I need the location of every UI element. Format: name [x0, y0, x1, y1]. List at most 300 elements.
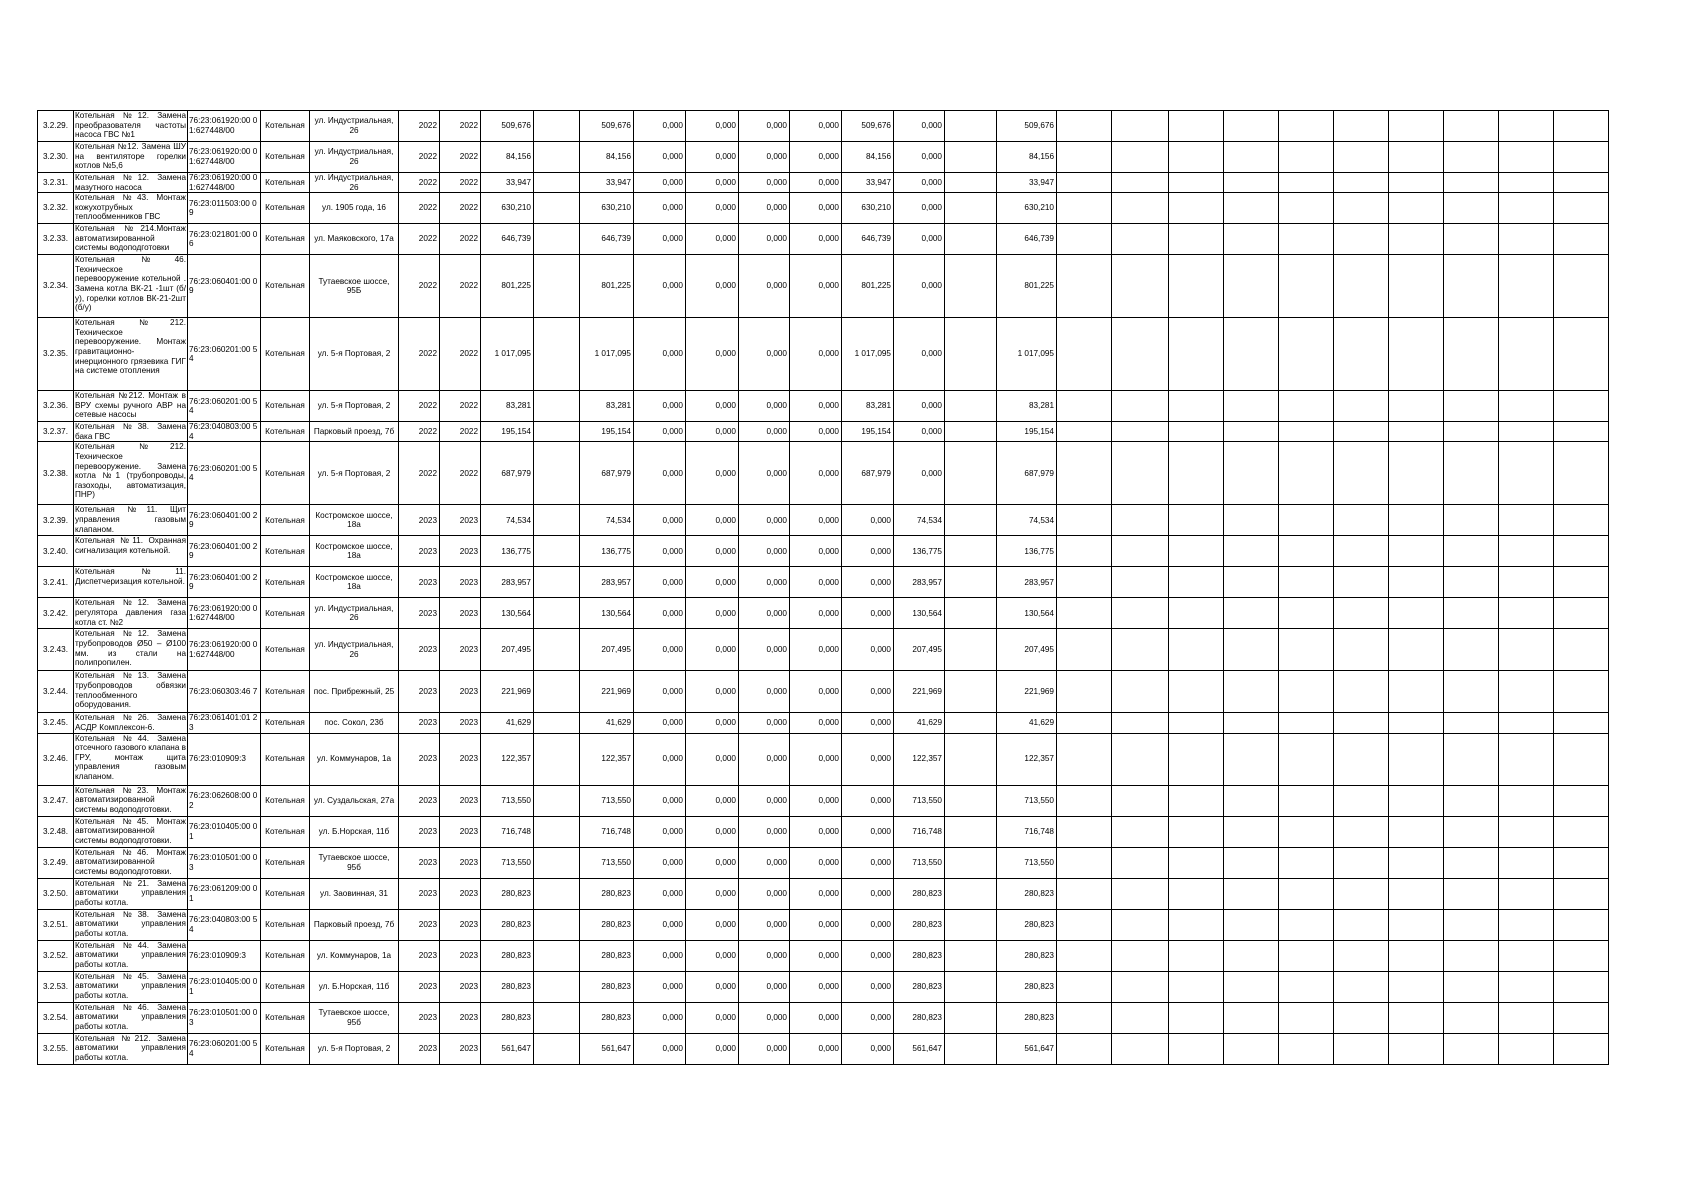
cadastral-number: 76:23:060401:00 29 [188, 536, 261, 567]
empty-cell [1444, 442, 1499, 505]
cost-column-10: 280,823 [997, 1002, 1057, 1033]
empty-cell [1112, 971, 1169, 1002]
cost-column-9 [945, 878, 997, 909]
empty-cell [1389, 391, 1444, 422]
empty-cell [1057, 629, 1112, 671]
cost-column-2: 221,969 [580, 671, 634, 713]
cost-column-10: 280,823 [997, 909, 1057, 940]
cost-column-2: 646,739 [580, 224, 634, 255]
cost-column-5: 0,000 [739, 422, 790, 442]
object-address: ул. 5-я Портовая, 2 [310, 318, 399, 391]
empty-cell [1169, 193, 1224, 224]
cost-column-1 [534, 142, 580, 173]
cost-column-3: 0,000 [634, 598, 686, 629]
cost-column-3: 0,000 [634, 909, 686, 940]
cost-column-9 [945, 224, 997, 255]
empty-cell [1499, 847, 1554, 878]
work-description: Котельная №21. Замена автоматики управления работы котла. [74, 878, 188, 909]
work-description: Котельная №38. Замена автоматики управления работы котла. [74, 909, 188, 940]
empty-cell [1112, 1033, 1169, 1064]
empty-cell [1279, 193, 1334, 224]
row-number: 3.2.37. [38, 422, 74, 442]
cost-column-1 [534, 671, 580, 713]
cost-column-1 [534, 111, 580, 142]
start-year: 2022 [399, 422, 440, 442]
row-number: 3.2.51. [38, 909, 74, 940]
cost-column-3: 0,000 [634, 1033, 686, 1064]
cost-column-5: 0,000 [739, 598, 790, 629]
cost-column-1 [534, 971, 580, 1002]
row-number: 3.2.35. [38, 318, 74, 391]
cost-column-1 [534, 598, 580, 629]
object-type: Котельная [261, 536, 310, 567]
empty-cell [1444, 1033, 1499, 1064]
empty-cell [1334, 505, 1389, 536]
cost-column-5: 0,000 [739, 629, 790, 671]
cost-column-3: 0,000 [634, 713, 686, 733]
cost-column-3: 0,000 [634, 422, 686, 442]
empty-cell [1334, 318, 1389, 391]
cost-column-5: 0,000 [739, 816, 790, 847]
table-row [38, 255, 1609, 318]
start-year: 2023 [399, 847, 440, 878]
cost-column-2: 280,823 [580, 909, 634, 940]
empty-cell [1112, 847, 1169, 878]
end-year: 2022 [440, 391, 481, 422]
cost-column-7: 0,000 [842, 629, 894, 671]
cost-column-10: 716,748 [997, 816, 1057, 847]
empty-cell [1334, 111, 1389, 142]
work-description: Котельная №46. Техническое перевооружение котельной . Замена котла ВК-21 -1шт (б/у), горелки котлов ВК-21-2шт (б/у) [74, 255, 188, 318]
empty-cell [1389, 505, 1444, 536]
object-type: Котельная [261, 224, 310, 255]
cost-column-10: 687,979 [997, 442, 1057, 505]
empty-cell [1169, 940, 1224, 971]
work-description: Котельная №12. Замена мазутного насоса [75, 173, 186, 192]
cost-column-7: 83,281 [842, 391, 894, 422]
empty-cell [1444, 733, 1499, 785]
object-address: Костромское шоссе, 18а [310, 567, 399, 598]
cadastral-number: 76:23:010405:00 01 [188, 816, 261, 847]
cost-column-9 [945, 671, 997, 713]
empty-cell [1057, 193, 1112, 224]
cost-column-2: 83,281 [580, 391, 634, 422]
empty-cell [1057, 173, 1112, 193]
table-row [38, 536, 1609, 567]
cost-column-8: 0,000 [894, 224, 945, 255]
total-cost: 561,647 [481, 1033, 534, 1064]
empty-cell [1112, 111, 1169, 142]
empty-cell [1169, 536, 1224, 567]
cost-column-9 [945, 442, 997, 505]
cost-column-9 [945, 733, 997, 785]
total-cost: 74,534 [481, 505, 534, 536]
cost-column-1 [534, 391, 580, 422]
work-description: Котельная №38. Замена бака ГВС [75, 422, 186, 441]
cost-column-10: 221,969 [997, 671, 1057, 713]
total-cost: 280,823 [481, 940, 534, 971]
cost-column-6: 0,000 [790, 909, 842, 940]
cost-column-5: 0,000 [739, 505, 790, 536]
empty-cell [1554, 422, 1609, 442]
cost-column-6: 0,000 [790, 1002, 842, 1033]
cost-column-3: 0,000 [634, 785, 686, 816]
cost-column-5: 0,000 [739, 442, 790, 505]
empty-cell [1279, 847, 1334, 878]
empty-cell [1334, 142, 1389, 173]
row-number: 3.2.29. [38, 111, 74, 142]
row-number: 3.2.43. [38, 629, 74, 671]
object-address: Парковый проезд, 7б [310, 422, 399, 442]
empty-cell [1444, 318, 1499, 391]
cost-column-8: 0,000 [894, 391, 945, 422]
cost-column-1 [534, 1033, 580, 1064]
cadastral-number: 76:23:010909:3 [188, 733, 261, 785]
cost-column-5: 0,000 [739, 173, 790, 193]
empty-cell [1224, 142, 1279, 173]
empty-cell [1389, 1002, 1444, 1033]
table-row [38, 909, 1609, 940]
empty-cell [1279, 173, 1334, 193]
cost-column-7: 0,000 [842, 505, 894, 536]
cost-column-6: 0,000 [790, 671, 842, 713]
empty-cell [1444, 878, 1499, 909]
total-cost: 195,154 [481, 422, 534, 442]
cost-column-10: 195,154 [997, 422, 1057, 442]
cost-column-8: 74,534 [894, 505, 945, 536]
cost-column-3: 0,000 [634, 142, 686, 173]
cost-column-7: 84,156 [842, 142, 894, 173]
cost-column-9 [945, 567, 997, 598]
table-row [38, 173, 1609, 193]
cost-column-10: 33,947 [997, 173, 1057, 193]
row-number: 3.2.33. [38, 224, 74, 255]
cost-column-3: 0,000 [634, 567, 686, 598]
object-type: Котельная [261, 1033, 310, 1064]
end-year: 2023 [440, 629, 481, 671]
work-description: Котельная №45. Монтаж автоматизированной системы водоподготовки. [74, 816, 188, 847]
cost-column-7: 0,000 [842, 536, 894, 567]
total-cost: 713,550 [481, 847, 534, 878]
object-address: ул. Заовинная, 31 [310, 878, 399, 909]
total-cost: 687,979 [481, 442, 534, 505]
empty-cell [1169, 224, 1224, 255]
cost-column-8: 280,823 [894, 971, 945, 1002]
work-description: Котельная №44. Замена отсечного газового клапана в ГРУ, монтаж щита управления газовым клапаном. [74, 733, 188, 785]
cost-column-4: 0,000 [686, 1002, 739, 1033]
work-description: Котельная №214.Монтаж автоматизированной системы водоподготовки [74, 224, 188, 255]
empty-cell [1279, 391, 1334, 422]
cost-column-8: 207,495 [894, 629, 945, 671]
cost-column-1 [534, 255, 580, 318]
cost-column-5: 0,000 [739, 909, 790, 940]
object-type: Котельная [261, 422, 310, 442]
empty-cell [1112, 713, 1169, 733]
table-row [38, 224, 1609, 255]
end-year: 2022 [440, 255, 481, 318]
cadastral-number: 76:23:061401:01 23 [188, 713, 261, 733]
row-number: 3.2.42. [38, 598, 74, 629]
cost-column-5: 0,000 [739, 142, 790, 173]
empty-cell [1057, 318, 1112, 391]
cost-column-8: 713,550 [894, 785, 945, 816]
cost-column-6: 0,000 [790, 733, 842, 785]
table-row [38, 971, 1609, 1002]
empty-cell [1224, 193, 1279, 224]
end-year: 2023 [440, 785, 481, 816]
cost-column-2: 33,947 [580, 173, 634, 193]
empty-cell [1389, 442, 1444, 505]
cost-column-8: 221,969 [894, 671, 945, 713]
cost-column-8: 0,000 [894, 318, 945, 391]
row-number: 3.2.31. [38, 173, 74, 193]
object-address: ул. Б.Норская, 11б [310, 816, 399, 847]
empty-cell [1224, 671, 1279, 713]
cost-column-2: 713,550 [580, 785, 634, 816]
empty-cell [1444, 816, 1499, 847]
end-year: 2023 [440, 567, 481, 598]
table-row [38, 713, 1609, 733]
cadastral-number: 76:23:060401:00 09 [188, 255, 261, 318]
empty-cell [1057, 255, 1112, 318]
cost-column-2: 280,823 [580, 878, 634, 909]
cost-column-7: 0,000 [842, 971, 894, 1002]
start-year: 2023 [399, 598, 440, 629]
empty-cell [1224, 909, 1279, 940]
empty-cell [1169, 142, 1224, 173]
cost-column-1 [534, 785, 580, 816]
cost-column-7: 195,154 [842, 422, 894, 442]
end-year: 2023 [440, 733, 481, 785]
object-type: Котельная [261, 505, 310, 536]
cost-column-2: 207,495 [580, 629, 634, 671]
cost-column-2: 1 017,095 [580, 318, 634, 391]
empty-cell [1554, 816, 1609, 847]
work-description: Котельная №46. Монтаж автоматизированной системы водоподготовки. [74, 847, 188, 878]
cost-column-6: 0,000 [790, 224, 842, 255]
table-row [38, 1033, 1609, 1064]
cost-column-4: 0,000 [686, 422, 739, 442]
end-year: 2023 [440, 1002, 481, 1033]
empty-cell [1389, 1033, 1444, 1064]
start-year: 2022 [399, 318, 440, 391]
cadastral-number: 76:23:061920:00 01:627448/00 [188, 111, 261, 142]
cost-column-2: 84,156 [580, 142, 634, 173]
empty-cell [1554, 909, 1609, 940]
empty-cell [1334, 847, 1389, 878]
cost-column-6: 0,000 [790, 442, 842, 505]
cost-column-2: 561,647 [580, 1033, 634, 1064]
cost-column-4: 0,000 [686, 505, 739, 536]
row-number: 3.2.47. [38, 785, 74, 816]
cadastral-number: 76:23:040803:00 54 [188, 422, 261, 442]
empty-cell [1334, 1002, 1389, 1033]
empty-cell [1169, 878, 1224, 909]
empty-cell [1224, 1002, 1279, 1033]
cost-column-7: 1 017,095 [842, 318, 894, 391]
empty-cell [1334, 391, 1389, 422]
cost-column-7: 0,000 [842, 847, 894, 878]
empty-cell [1444, 713, 1499, 733]
start-year: 2022 [399, 224, 440, 255]
total-cost: 280,823 [481, 1002, 534, 1033]
cost-column-9 [945, 1002, 997, 1033]
cost-column-3: 0,000 [634, 847, 686, 878]
empty-cell [1112, 193, 1169, 224]
cost-column-3: 0,000 [634, 629, 686, 671]
object-address: ул. 5-я Портовая, 2 [310, 442, 399, 505]
empty-cell [1554, 442, 1609, 505]
empty-cell [1334, 671, 1389, 713]
cost-column-8: 0,000 [894, 173, 945, 193]
cost-column-2: 136,775 [580, 536, 634, 567]
cost-column-4: 0,000 [686, 224, 739, 255]
empty-cell [1169, 713, 1224, 733]
cost-column-7: 0,000 [842, 1033, 894, 1064]
empty-cell [1279, 1033, 1334, 1064]
empty-cell [1169, 318, 1224, 391]
cadastral-number: 76:23:010405:00 01 [188, 971, 261, 1002]
empty-cell [1169, 505, 1224, 536]
empty-cell [1224, 567, 1279, 598]
empty-cell [1499, 971, 1554, 1002]
empty-cell [1554, 878, 1609, 909]
empty-cell [1224, 173, 1279, 193]
cost-column-4: 0,000 [686, 173, 739, 193]
start-year: 2023 [399, 878, 440, 909]
cost-column-1 [534, 536, 580, 567]
empty-cell [1112, 391, 1169, 422]
empty-cell [1057, 1033, 1112, 1064]
row-number: 3.2.30. [38, 142, 74, 173]
cost-column-5: 0,000 [739, 111, 790, 142]
cost-column-9 [945, 847, 997, 878]
object-type: Котельная [261, 391, 310, 422]
cost-column-6: 0,000 [790, 142, 842, 173]
end-year: 2022 [440, 142, 481, 173]
cost-column-6: 0,000 [790, 391, 842, 422]
cost-column-8: 280,823 [894, 940, 945, 971]
empty-cell [1554, 536, 1609, 567]
empty-cell [1499, 785, 1554, 816]
cost-column-4: 0,000 [686, 816, 739, 847]
cost-column-7: 801,225 [842, 255, 894, 318]
object-type: Котельная [261, 567, 310, 598]
empty-cell [1334, 909, 1389, 940]
cost-column-7: 0,000 [842, 567, 894, 598]
cost-column-1 [534, 713, 580, 733]
end-year: 2023 [440, 713, 481, 733]
cost-column-4: 0,000 [686, 1033, 739, 1064]
work-description: Котельная №12. Замена трубопроводов Ø50 – Ø100 мм. из стали на полипропилен. [74, 629, 188, 671]
object-type: Котельная [261, 909, 310, 940]
empty-cell [1169, 598, 1224, 629]
empty-cell [1057, 713, 1112, 733]
empty-cell [1499, 318, 1554, 391]
start-year: 2023 [399, 816, 440, 847]
empty-cell [1444, 909, 1499, 940]
cost-column-6: 0,000 [790, 173, 842, 193]
empty-cell [1169, 629, 1224, 671]
object-address: Костромское шоссе, 18а [310, 505, 399, 536]
empty-cell [1499, 193, 1554, 224]
cost-column-9 [945, 111, 997, 142]
empty-cell [1499, 733, 1554, 785]
empty-cell [1112, 318, 1169, 391]
cost-column-6: 0,000 [790, 598, 842, 629]
cost-column-4: 0,000 [686, 318, 739, 391]
empty-cell [1279, 598, 1334, 629]
empty-cell [1279, 713, 1334, 733]
investment-program-table [37, 110, 1609, 1065]
empty-cell [1057, 940, 1112, 971]
object-type: Котельная [261, 713, 310, 733]
cost-column-7: 0,000 [842, 733, 894, 785]
work-description: Котельная №44. Замена автоматики управления работы котла. [74, 940, 188, 971]
work-description: Котельная №11. Диспетчеризация котельной. [74, 567, 188, 598]
total-cost: 1 017,095 [481, 318, 534, 391]
object-type: Котельная [261, 442, 310, 505]
empty-cell [1057, 785, 1112, 816]
cost-column-10: 83,281 [997, 391, 1057, 422]
empty-cell [1389, 142, 1444, 173]
empty-cell [1389, 629, 1444, 671]
empty-cell [1112, 816, 1169, 847]
empty-cell [1389, 422, 1444, 442]
empty-cell [1057, 847, 1112, 878]
object-type: Котельная [261, 1002, 310, 1033]
cost-column-10: 207,495 [997, 629, 1057, 671]
empty-cell [1554, 713, 1609, 733]
cost-column-6: 0,000 [790, 847, 842, 878]
cost-column-10: 1 017,095 [997, 318, 1057, 391]
end-year: 2023 [440, 909, 481, 940]
empty-cell [1554, 598, 1609, 629]
cost-column-10: 136,775 [997, 536, 1057, 567]
table-row [38, 629, 1609, 671]
work-description: Котельная №43. Монтаж кожухотрубных теплообменников ГВС [74, 193, 188, 224]
empty-cell [1444, 391, 1499, 422]
end-year: 2023 [440, 671, 481, 713]
total-cost: 646,739 [481, 224, 534, 255]
cost-column-6: 0,000 [790, 567, 842, 598]
cost-column-2: 280,823 [580, 940, 634, 971]
object-address: Костромское шоссе, 18а [310, 536, 399, 567]
cost-column-10: 561,647 [997, 1033, 1057, 1064]
empty-cell [1554, 255, 1609, 318]
cost-column-1 [534, 909, 580, 940]
cost-column-1 [534, 567, 580, 598]
total-cost: 283,957 [481, 567, 534, 598]
cost-column-5: 0,000 [739, 971, 790, 1002]
start-year: 2023 [399, 629, 440, 671]
empty-cell [1334, 173, 1389, 193]
object-address: ул. 5-я Портовая, 2 [310, 391, 399, 422]
cost-column-8: 0,000 [894, 142, 945, 173]
empty-cell [1499, 909, 1554, 940]
cost-column-4: 0,000 [686, 629, 739, 671]
cost-column-1 [534, 629, 580, 671]
cost-column-7: 0,000 [842, 671, 894, 713]
work-description: Котельная №11. Щит управления газовым клапаном. [74, 505, 188, 536]
empty-cell [1057, 505, 1112, 536]
empty-cell [1279, 536, 1334, 567]
cost-column-9 [945, 909, 997, 940]
empty-cell [1169, 391, 1224, 422]
work-description: Котельная №212. Техническое перевооружение. Замена котла №1 (трубопроводы, газоходы, автоматизация, ПНР) [74, 442, 188, 505]
cost-column-9 [945, 422, 997, 442]
cost-column-3: 0,000 [634, 173, 686, 193]
